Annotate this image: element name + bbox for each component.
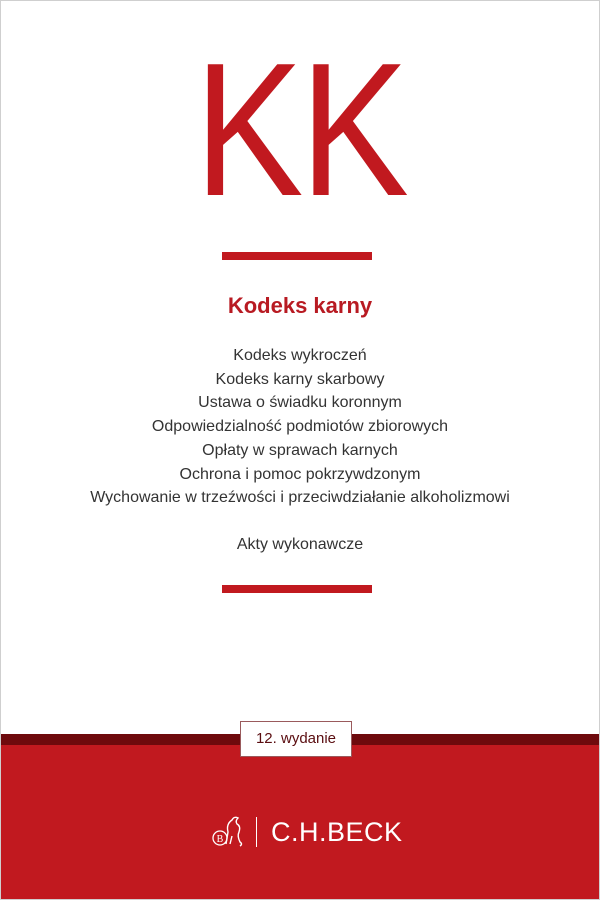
contents-item: Kodeks wykroczeń	[233, 347, 367, 364]
extra-contents: Akty wykonawcze	[236, 536, 364, 553]
griffin-icon	[210, 814, 246, 850]
contents-item: Opłaty w sprawach karnych	[202, 441, 398, 459]
contents-item: Kodeks karny skarbowy	[215, 370, 385, 388]
divider-bottom	[222, 585, 372, 593]
contents-item: Ustawa o świadku koronnym	[198, 394, 402, 412]
edition-badge: 12. wydanie	[240, 721, 352, 757]
cover-title: Kodeks karny	[227, 293, 373, 318]
publisher-name: C.H.BECK	[271, 816, 403, 847]
svg-text:B: B	[216, 834, 224, 845]
contents-item: Ochrona i pomoc pokrzywdzonym	[179, 465, 421, 483]
logo-separator	[256, 817, 257, 847]
cover-abbreviation: KK	[194, 24, 406, 236]
publisher-logo	[210, 812, 403, 852]
divider-top	[222, 252, 372, 260]
contents-list	[0, 344, 600, 510]
contents-item: Wychowanie w trzeźwości i przeciwdziałanie alkoholizmowi	[90, 489, 510, 507]
contents-item: Odpowiedzialność podmiotów zbiorowych	[151, 418, 449, 436]
